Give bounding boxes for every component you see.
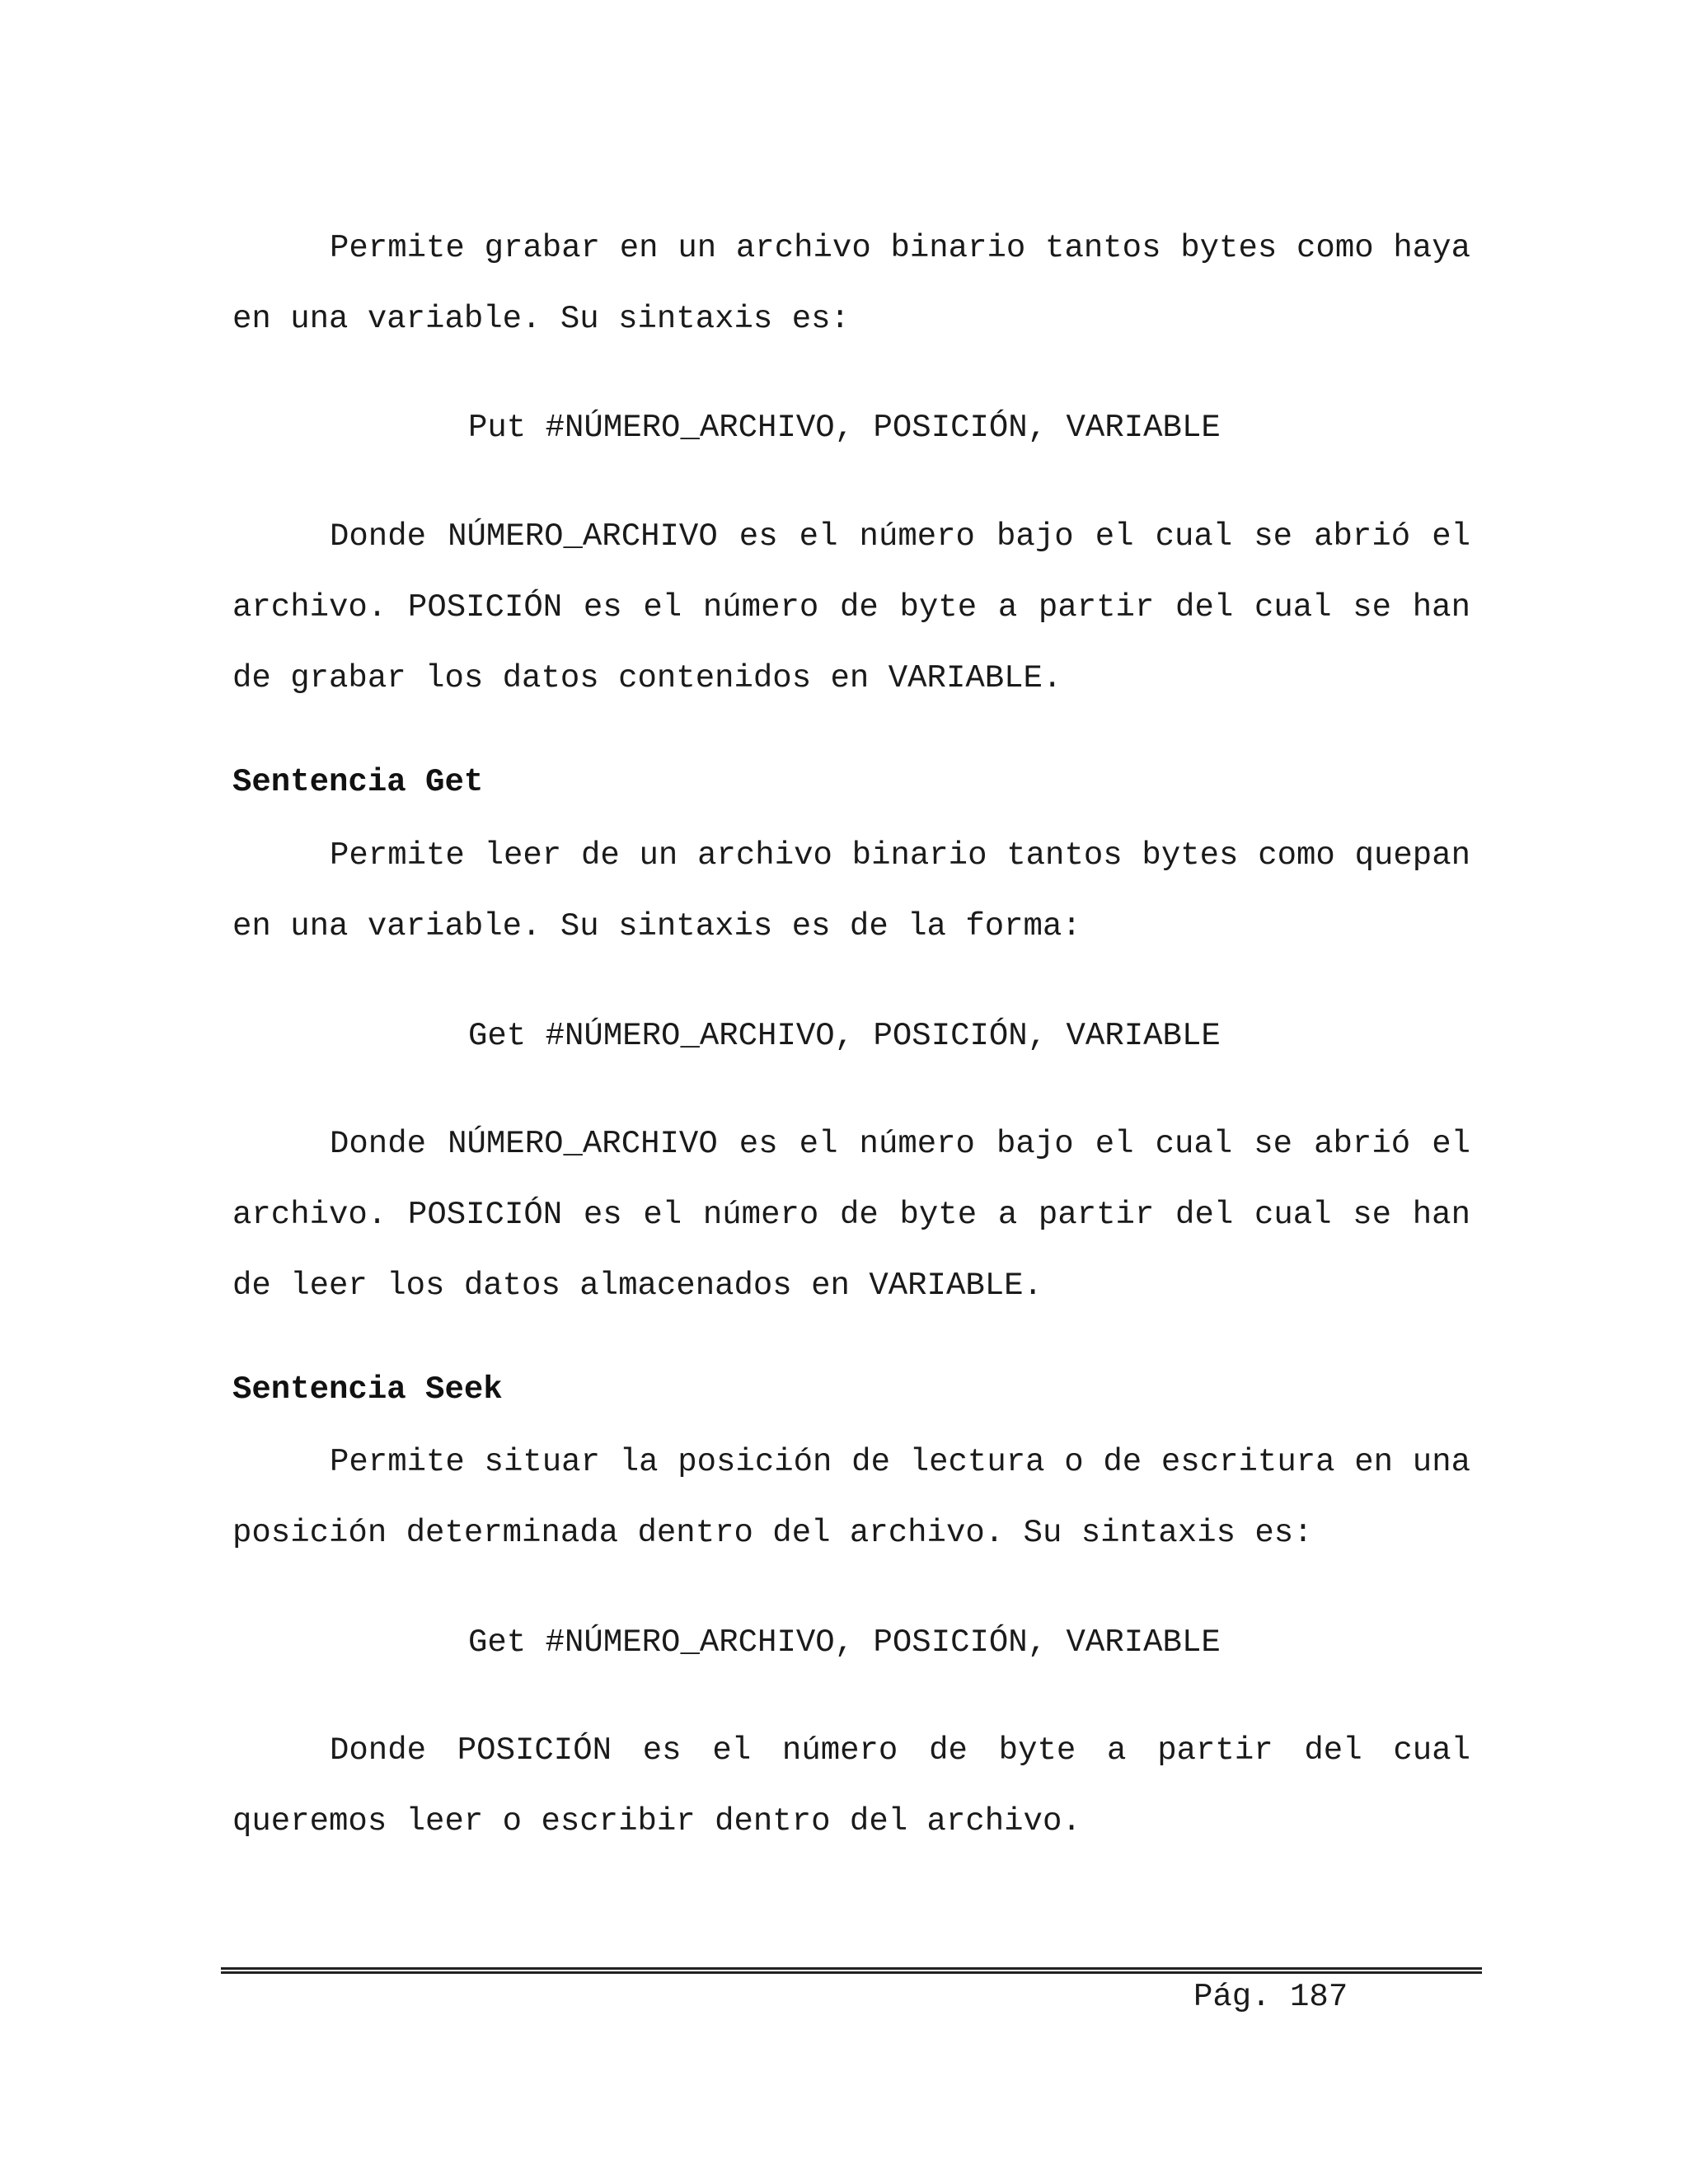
get-description-paragraph: Permite leer de un archivo binario tantos bytes como quepan en una variable. Su sintaxis es de la forma: — [232, 837, 1470, 944]
page-number: Pág. 187 — [1193, 1979, 1348, 2015]
seek-explanation-paragraph: Donde POSICIÓN es el número de byte a partir del cual queremos leer o escribir dentro del archivo. — [232, 1732, 1470, 1840]
seek-description-paragraph: Permite situar la posición de lectura o de escritura en una posición determinada dentro del archivo. Su sintaxis es: — [232, 1444, 1470, 1551]
footer-double-rule — [221, 1967, 1482, 1974]
seek-section-heading: Sentencia Seek — [232, 1371, 503, 1408]
put-explanation-paragraph: Donde NÚMERO_ARCHIVO es el número bajo el cual se abrió el archivo. POSICIÓN es el número de byte a partir del cual se han de grabar los datos contenidos en VARIABLE. — [232, 518, 1470, 696]
get-section-heading: Sentencia Get — [232, 764, 484, 800]
get-explanation-paragraph: Donde NÚMERO_ARCHIVO es el número bajo el cual se abrió el archivo. POSICIÓN es el número de byte a partir del cual se han de leer los datos almacenados en VARIABLE. — [232, 1126, 1470, 1304]
put-syntax-line: Put #NÚMERO_ARCHIVO, POSICIÓN, VARIABLE — [468, 410, 1221, 446]
get-syntax-line: Get #NÚMERO_ARCHIVO, POSICIÓN, VARIABLE — [468, 1018, 1221, 1054]
seek-syntax-line: Get #NÚMERO_ARCHIVO, POSICIÓN, VARIABLE — [468, 1624, 1221, 1661]
put-description-paragraph: Permite grabar en un archivo binario tantos bytes como haya en una variable. Su sintaxis es: — [232, 230, 1470, 337]
